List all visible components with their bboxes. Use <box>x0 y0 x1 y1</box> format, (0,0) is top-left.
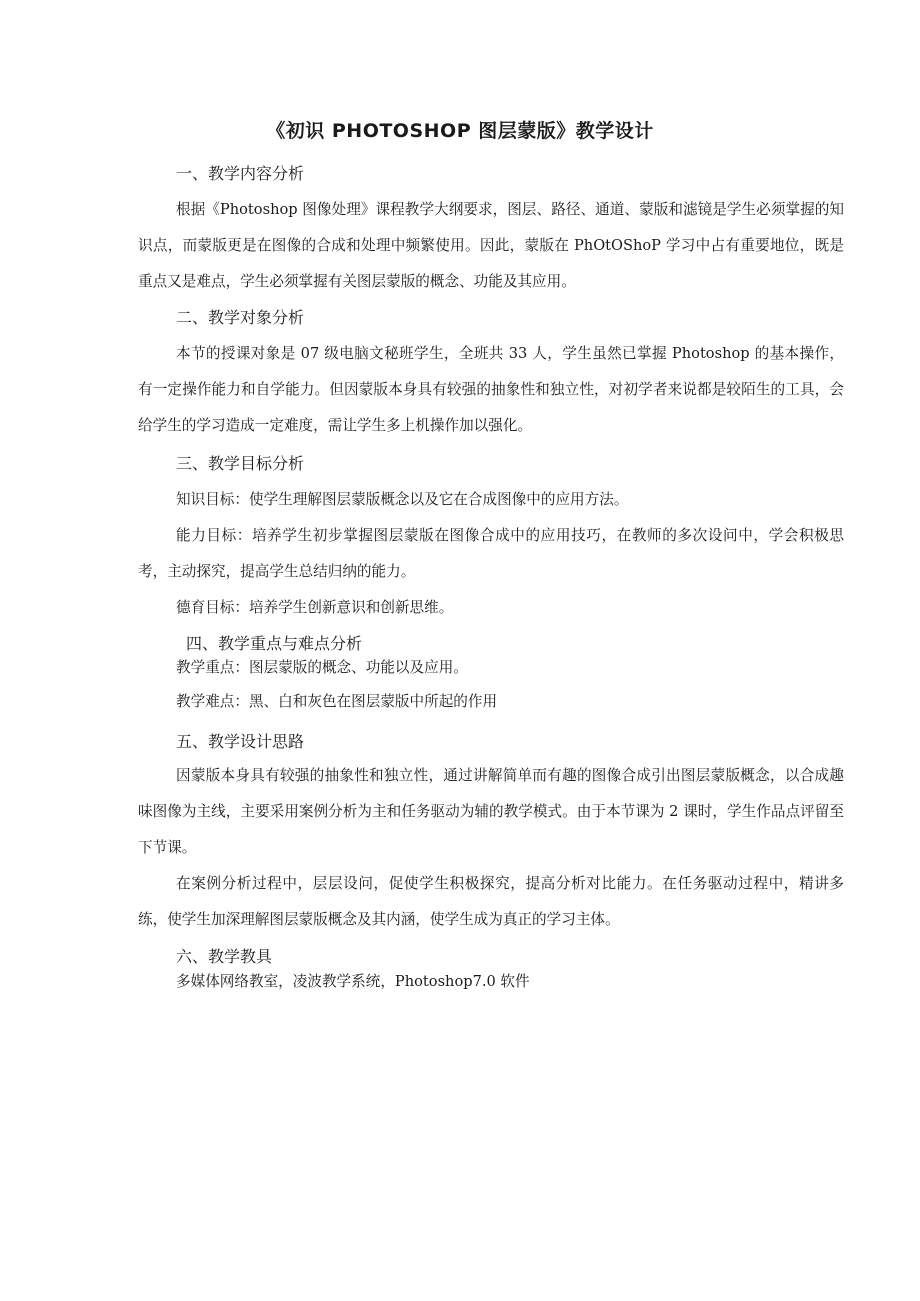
section-6-line-1: 多媒体网络教室，凌波教学系统，Photoshop7.0 软件 <box>176 973 530 990</box>
section-3-paragraph-2: 能力目标：培养学生初步掌握图层蒙版在图像合成中的应用技巧，在教师的多次设问中，学会积极思考，主动探究，提高学生总结归纳的能力。 <box>138 527 844 580</box>
section-4-line-2: 教学难点：黑、白和灰色在图层蒙版中所起的作用 <box>176 693 498 710</box>
section-5-paragraph-2: 在案例分析过程中，层层设问，促使学生积极探究，提高分析对比能力。在任务驱动过程中，精讲多练，使学生加深理解图层蒙版概念及其内涵，使学生成为真正的学习主体。 <box>138 875 844 928</box>
section-heading-1: 一、教学内容分析 <box>176 164 305 183</box>
section-3-paragraph-1: 知识目标：使学生理解图层蒙版概念以及它在合成图像中的应用方法。 <box>176 491 629 508</box>
section-3-paragraph-3: 德育目标：培养学生创新意识和创新思维。 <box>176 599 454 616</box>
section-heading-4: 四、教学重点与难点分析 <box>186 634 363 653</box>
section-heading-6: 六、教学教具 <box>176 947 273 966</box>
section-1-paragraph-1: 根据《Photoshop 图像处理》课程教学大纲要求，图层、路径、通道、蒙版和滤镜是学生必须掌握的知识点，而蒙版更是在图像的合成和处理中频繁使用。因此，蒙版在 PhOtOShoP 学习中占有重要地位，既是重点又是难点，学生必须掌握有关图层蒙版的概念、功能及其应用。 <box>138 201 844 290</box>
section-5-paragraph-1: 因蒙版本身具有较强的抽象性和独立性，通过讲解简单而有趣的图像合成引出图层蒙版概念，以合成趣味图像为主线，主要采用案例分析为主和任务驱动为辅的教学模式。由于本节课为 2 课时，学生作品点评留至下节课。 <box>138 767 844 856</box>
document-title: 《初识 PHOTOSHOP 图层蒙版》教学设计 <box>266 120 654 142</box>
section-heading-3: 三、教学目标分析 <box>176 454 305 473</box>
section-heading-2: 二、教学对象分析 <box>176 308 305 327</box>
section-4-line-1: 教学重点：图层蒙版的概念、功能以及应用。 <box>176 659 468 676</box>
section-2-paragraph-1: 本节的授课对象是 07 级电脑文秘班学生，全班共 33 人，学生虽然已掌握 Photoshop 的基本操作，有一定操作能力和自学能力。但因蒙版本身具有较强的抽象性和独立性，对初学者来说都是较陌生的工具，会给学生的学习造成一定难度，需让学生多上机操作加以强化。 <box>138 345 844 434</box>
section-heading-5: 五、教学设计思路 <box>176 732 305 751</box>
